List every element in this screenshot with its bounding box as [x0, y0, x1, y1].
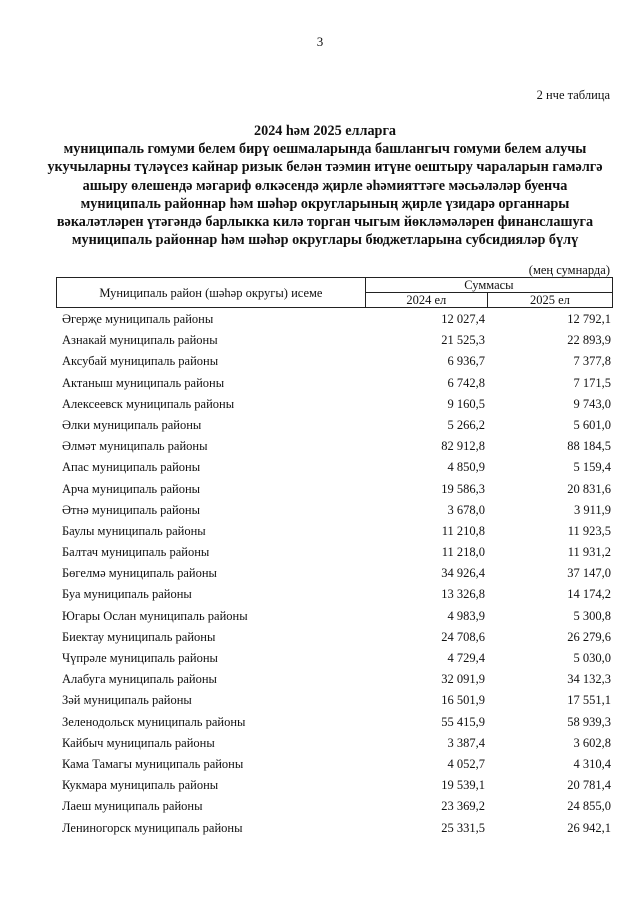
- row-value-2025: 17 551,1: [567, 693, 611, 708]
- row-value-2025: 7 171,5: [573, 375, 611, 390]
- title-line: муниципаль районнар һәм шәһәр округлары бюджетларына субсидияләр бүлү: [71, 232, 579, 249]
- title-line: укучыларны түләүсез кайнар ризык белән тәэмин итүне оештыру чараларын гамәлгә: [47, 159, 603, 176]
- page-number: 3: [316, 34, 324, 49]
- row-name: Баулы муниципаль районы: [62, 523, 206, 538]
- units-note: (мең сумнарда): [528, 263, 610, 277]
- row-name: Лениногорск муниципаль районы: [62, 820, 243, 835]
- row-value-2025: 22 893,9: [567, 333, 611, 348]
- row-name: Зәй муниципаль районы: [62, 693, 192, 708]
- row-value-2025: 26 279,6: [567, 629, 611, 644]
- title-line: муниципаль районнар һәм шәһәр округларының җирле үзидарә органнары: [80, 195, 570, 212]
- row-value-2024: 25 331,5: [441, 820, 485, 835]
- row-name: Балтач муниципаль районы: [62, 545, 210, 560]
- title-line: муниципаль гомуми белем бирү оешмаларында башлангыч гомуми белем алучы: [63, 141, 587, 158]
- table-label: 2 нче таблица: [536, 88, 610, 102]
- table-row: [56, 373, 613, 394]
- table-row: [56, 330, 613, 351]
- row-value-2024: 82 912,8: [441, 439, 485, 454]
- table-row: [56, 733, 613, 754]
- row-name: Апас муниципаль районы: [62, 460, 201, 475]
- header-2024: 2024 ел: [365, 293, 487, 308]
- row-name: Алабуга муниципаль районы: [62, 672, 217, 687]
- row-name: Лаеш муниципаль районы: [62, 799, 203, 814]
- row-name: Әлмәт муниципаль районы: [62, 439, 208, 454]
- title-line: 2024 һәм 2025 елларга: [254, 123, 396, 139]
- row-value-2025: 3 602,8: [573, 735, 611, 750]
- row-name: Биектау муниципаль районы: [62, 629, 216, 644]
- table-row: [56, 754, 613, 775]
- header-sum: Суммасы: [365, 278, 612, 293]
- row-value-2024: 6 742,8: [447, 375, 485, 390]
- row-value-2025: 3 911,9: [573, 502, 611, 517]
- header-name: Муниципаль район (шәһәр округы) исеме: [57, 278, 366, 308]
- table-row: [56, 818, 613, 839]
- table-row: [56, 669, 613, 690]
- table-row: [56, 563, 613, 584]
- row-name: Чүпрәле муниципаль районы: [62, 651, 218, 665]
- row-name: Әлки муниципаль районы: [62, 417, 202, 432]
- row-value-2025: 7 377,8: [573, 354, 611, 369]
- table-row: [56, 584, 613, 605]
- row-value-2024: 9 160,5: [447, 396, 485, 411]
- row-value-2025: 34 132,3: [567, 672, 611, 687]
- row-name: Бөгелмә муниципаль районы: [62, 566, 217, 581]
- table-row: [56, 542, 613, 563]
- row-value-2024: 3 678,0: [447, 502, 485, 517]
- row-value-2024: 11 218,0: [441, 545, 485, 560]
- row-name: Буа муниципаль районы: [62, 587, 192, 602]
- row-name: Кайбыч муниципаль районы: [62, 735, 215, 750]
- table-row: [56, 309, 613, 330]
- row-value-2024: 32 091,9: [441, 672, 485, 687]
- row-name: Зеленодольск муниципаль районы: [62, 714, 246, 729]
- row-value-2024: 23 369,2: [441, 799, 485, 814]
- row-value-2024: 16 501,9: [441, 693, 485, 708]
- table-row: [56, 394, 613, 415]
- row-value-2025: 5 601,0: [573, 417, 611, 432]
- row-value-2025: 11 923,5: [567, 523, 611, 538]
- row-name: Кукмара муниципаль районы: [62, 778, 219, 793]
- title-line: ашыру өлешендә мәгариф өлкәсендә җирле әһәмияттәге мәсьәләләр буенча: [82, 177, 568, 194]
- row-value-2024: 19 586,3: [441, 481, 485, 496]
- row-value-2025: 5 159,4: [573, 460, 611, 475]
- row-value-2025: 9 743,0: [573, 396, 611, 411]
- row-value-2024: 34 926,4: [441, 566, 485, 581]
- row-value-2025: 88 184,5: [567, 439, 611, 454]
- row-value-2024: 24 708,6: [441, 629, 485, 644]
- row-value-2025: 20 831,6: [567, 481, 611, 496]
- row-value-2025: 5 300,8: [573, 608, 611, 623]
- row-value-2024: 5 266,2: [447, 417, 485, 432]
- row-name: Алексеевск муниципаль районы: [62, 396, 235, 411]
- row-value-2025: 26 942,1: [567, 820, 611, 835]
- row-value-2024: 4 850,9: [447, 460, 485, 475]
- row-value-2024: 12 027,4: [441, 312, 485, 326]
- row-value-2025: 14 174,2: [567, 587, 611, 602]
- table-row: [56, 712, 613, 733]
- table-body: [56, 309, 613, 839]
- row-value-2025: 5 030,0: [573, 651, 611, 665]
- table-row: [56, 606, 613, 627]
- row-name: Аксубай муниципаль районы: [62, 354, 219, 369]
- row-name: Әтнә муниципаль районы: [62, 502, 201, 517]
- row-value-2024: 13 326,8: [441, 587, 485, 602]
- row-value-2024: 6 936,7: [447, 354, 485, 369]
- table-row: [56, 351, 613, 372]
- title-line: вәкаләтләрен үтәгәндә барлыкка килә торган чыгым йөкләмәләрен финанслашуга: [56, 214, 594, 231]
- row-name: Югары Ослан муниципаль районы: [62, 608, 248, 623]
- table-row: [56, 521, 613, 542]
- table-row: [56, 479, 613, 500]
- row-value-2024: 4 729,4: [447, 651, 485, 665]
- table-row: [56, 436, 613, 457]
- table-row: [56, 457, 613, 478]
- table-header: [56, 277, 613, 308]
- row-value-2025: 58 939,3: [567, 714, 611, 729]
- row-value-2025: 24 855,0: [567, 799, 611, 814]
- document-title: [40, 122, 610, 249]
- row-name: Арча муниципаль районы: [62, 481, 201, 496]
- row-name: Кама Тамагы муниципаль районы: [62, 756, 244, 771]
- row-name: Әгерҗе муниципаль районы: [62, 312, 214, 326]
- row-value-2024: 19 539,1: [441, 778, 485, 793]
- row-value-2025: 11 931,2: [567, 545, 611, 560]
- header-2025: 2025 ел: [487, 293, 612, 308]
- table-row: [56, 690, 613, 711]
- row-value-2024: 11 210,8: [441, 523, 485, 538]
- row-value-2024: 4 052,7: [447, 756, 485, 771]
- row-value-2024: 55 415,9: [441, 714, 485, 729]
- row-value-2024: 21 525,3: [441, 333, 485, 348]
- row-value-2025: 20 781,4: [567, 778, 611, 793]
- table-row: [56, 796, 613, 817]
- row-value-2025: 37 147,0: [567, 566, 611, 581]
- table-row: [56, 415, 613, 436]
- row-value-2025: 4 310,4: [573, 756, 611, 771]
- table-row: [56, 500, 613, 521]
- table-row: [56, 627, 613, 648]
- row-name: Актаныш муниципаль районы: [62, 375, 225, 390]
- row-name: Азнакай муниципаль районы: [62, 333, 218, 348]
- row-value-2025: 12 792,1: [567, 312, 611, 326]
- row-value-2024: 3 387,4: [447, 735, 485, 750]
- table-row: [56, 775, 613, 796]
- table-row: [56, 648, 613, 669]
- row-value-2024: 4 983,9: [447, 608, 485, 623]
